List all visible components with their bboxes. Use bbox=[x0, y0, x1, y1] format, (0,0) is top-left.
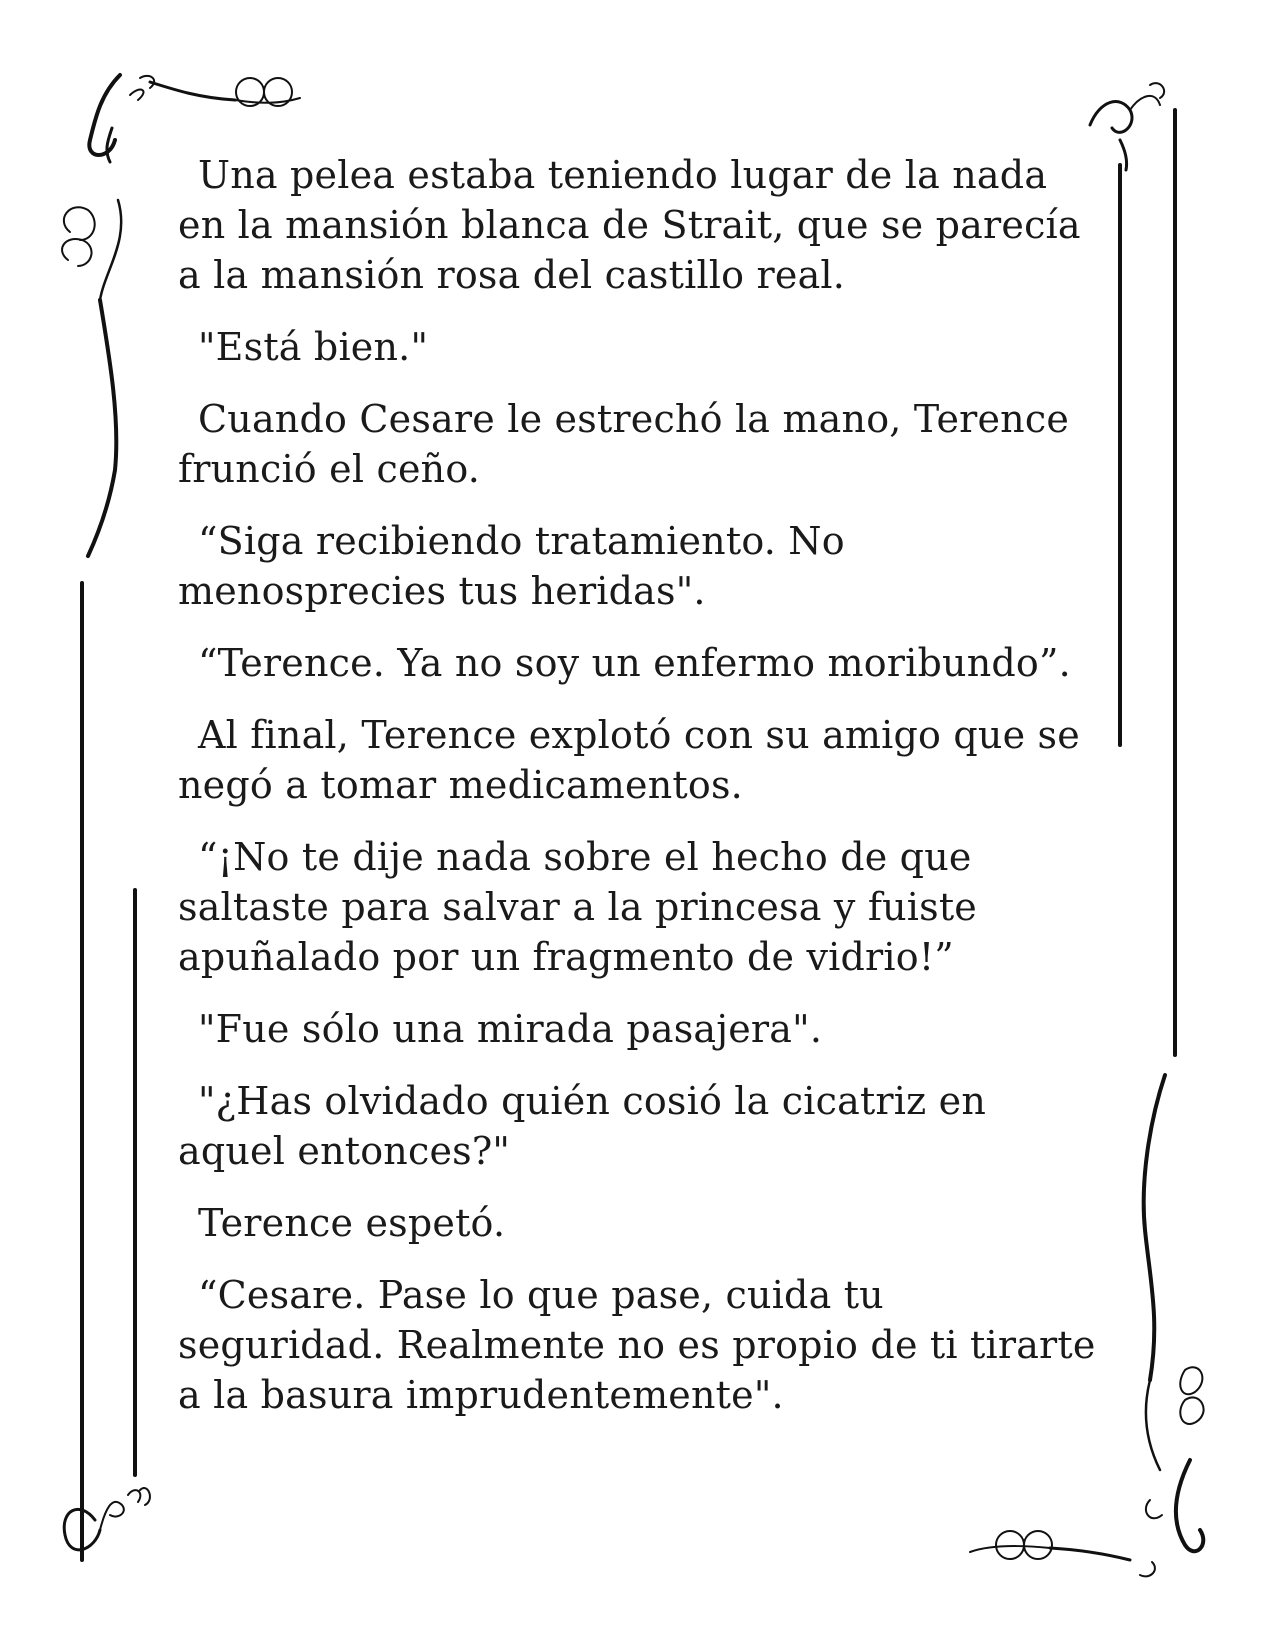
paragraph: “Siga recibiendo tratamiento. No menosprecies tus heridas". bbox=[178, 519, 845, 613]
bottom-left-flourish bbox=[64, 1488, 150, 1550]
paragraph: "Fue sólo una mirada pasajera". bbox=[198, 1007, 823, 1051]
paragraph: Al final, Terence explotó con su amigo que se negó a tomar medicamentos. bbox=[178, 713, 1080, 807]
paragraph: Terence espetó. bbox=[198, 1201, 506, 1245]
paragraph: “Terence. Ya no soy un enfermo moribundo”. bbox=[198, 641, 1071, 685]
page-text bbox=[178, 150, 1098, 1442]
paragraph: "¿Has olvidado quién cosió la cicatriz en aquel entonces?" bbox=[178, 1079, 987, 1173]
paragraph: Cuando Cesare le estrechó la mano, Terence frunció el ceño. bbox=[178, 397, 1070, 491]
top-right-flourish bbox=[1090, 83, 1164, 170]
paragraph: Una pelea estaba teniendo lugar de la nada en la mansión blanca de Strait, que se parecía a la mansión rosa del castillo real. bbox=[178, 153, 1081, 297]
paragraph: “¡No te dije nada sobre el hecho de que saltaste para salvar a la princesa y fuiste apuñalado por un fragmento de vidrio!” bbox=[178, 835, 977, 979]
paragraph: "Está bien." bbox=[198, 325, 429, 369]
paragraph: “Cesare. Pase lo que pase, cuida tu seguridad. Realmente no es propio de ti tirarte a la basura imprudentemente". bbox=[178, 1273, 1096, 1417]
